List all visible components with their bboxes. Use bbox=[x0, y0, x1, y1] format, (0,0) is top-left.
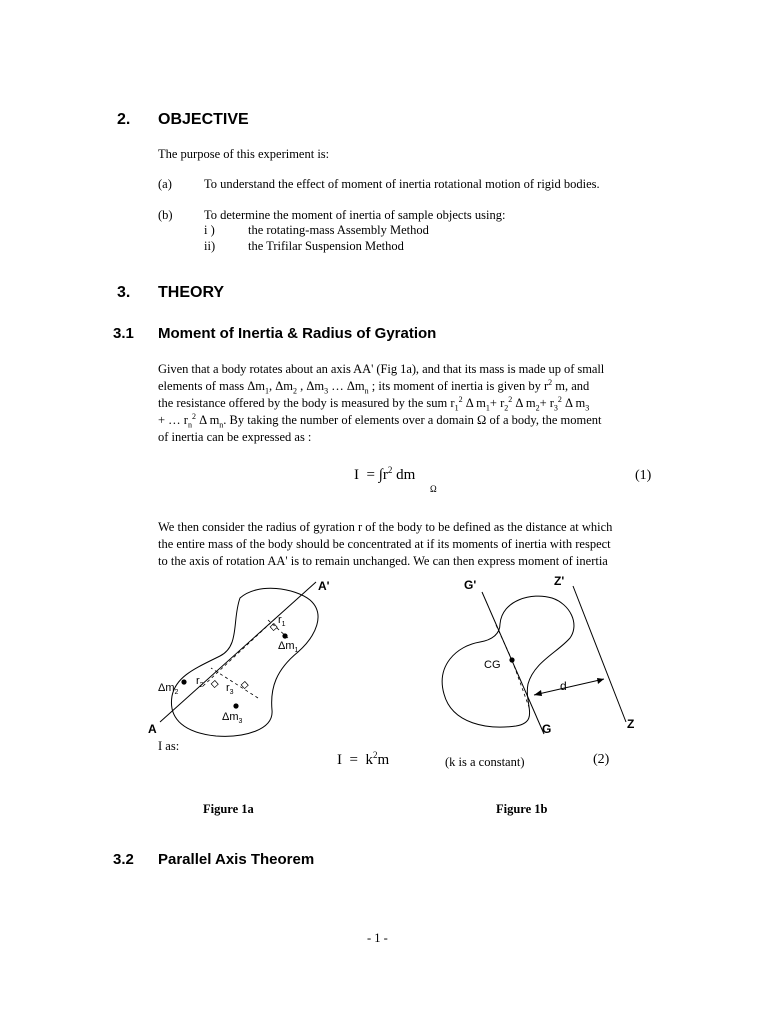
label-d: d bbox=[560, 679, 567, 693]
section-3-1-number: 3.1 bbox=[113, 325, 134, 342]
label-r1: $r_1$ bbox=[278, 614, 286, 628]
item-a-label: (a) bbox=[158, 177, 172, 191]
label-dm1: $\Delta m_1$ bbox=[278, 640, 299, 654]
section-3-2-title: Parallel Axis Theorem bbox=[158, 851, 315, 868]
section-2-title: OBJECTIVE bbox=[158, 111, 249, 128]
figure-1a-body-outline bbox=[171, 588, 318, 736]
label-cg: CG bbox=[484, 659, 501, 671]
axis-aa-line bbox=[160, 582, 316, 722]
page-number: - 1 - bbox=[367, 931, 388, 945]
item-a-text: To understand the effect of moment of inertia rotational motion of rigid bodies. bbox=[204, 177, 600, 191]
item-b-text: To determine the moment of inertia of sample objects using: bbox=[204, 208, 506, 222]
center-of-gravity-dot bbox=[509, 657, 514, 662]
label-dm3: $\Delta m_3$ bbox=[222, 711, 243, 725]
item-b-label: (b) bbox=[158, 208, 173, 222]
para1-line: Given that a body rotates about an axis AA' (Fig 1a), and that its mass is made up of small bbox=[158, 362, 605, 376]
label-g: G bbox=[542, 722, 552, 736]
para1-line: + … $r_n^2$ Δ $m_n$. By taking the number of elements over a domain Ω of a body, the moment bbox=[158, 411, 602, 430]
section-2-number: 2. bbox=[117, 111, 131, 128]
distance-arrowhead bbox=[534, 690, 542, 696]
equation-2-number: (2) bbox=[593, 752, 610, 767]
distance-arrowhead bbox=[597, 678, 604, 684]
cg-dashed-line bbox=[512, 660, 530, 710]
section-3-number: 3. bbox=[117, 284, 131, 301]
paragraph-radius-of-gyration bbox=[158, 519, 655, 570]
label-dm2: $\Delta m_2$ bbox=[158, 682, 179, 696]
axis-zz-line bbox=[573, 586, 626, 722]
label-z-prime: Z' bbox=[554, 574, 565, 588]
para1-line: of inertia can be expressed as : bbox=[158, 430, 312, 444]
figure-1a-diagram bbox=[140, 570, 360, 740]
equation-2-note: (k is a constant) bbox=[445, 755, 525, 769]
label-r3: $r_3$ bbox=[226, 682, 234, 696]
mass-element-dot bbox=[181, 679, 186, 684]
sub-item-i-text: the rotating-mass Assembly Method bbox=[248, 223, 429, 237]
mass-element-dot bbox=[282, 633, 287, 638]
figure-1a-caption: Figure 1a bbox=[203, 802, 254, 816]
section-3-2-number: 3.2 bbox=[113, 851, 134, 868]
right-angle-marker bbox=[270, 624, 277, 631]
equation-1: $I = \int r^2$ dm bbox=[354, 465, 416, 483]
equation-1-domain: Ω bbox=[430, 484, 437, 494]
para2-line: We then consider the radius of gyration r of the body to be defined as the distance at which bbox=[158, 520, 613, 534]
section-3-title: THEORY bbox=[158, 284, 225, 301]
para2-line: to the axis of rotation AA' is to remain unchanged. We can then express moment of inertia bbox=[158, 554, 608, 568]
sub-item-i-label: i ) bbox=[204, 223, 215, 237]
distance-d-line bbox=[534, 679, 604, 695]
objective-intro: The purpose of this experiment is: bbox=[158, 147, 330, 161]
figure-1b-diagram bbox=[430, 570, 650, 740]
section-3-1-title: Moment of Inertia & Radius of Gyration bbox=[158, 325, 437, 342]
label-z: Z bbox=[627, 717, 635, 731]
equation-2: $I = k^2m$ bbox=[337, 750, 390, 768]
figure-1b-caption: Figure 1b bbox=[496, 802, 548, 816]
paragraph-moment-of-inertia bbox=[158, 361, 655, 446]
right-angle-marker bbox=[211, 681, 218, 688]
label-r2: $r_2$ bbox=[196, 675, 204, 689]
label-a-prime: A' bbox=[318, 579, 330, 593]
mass-element-dot bbox=[233, 703, 238, 708]
sub-item-ii-label: ii) bbox=[204, 239, 216, 253]
para2-line: the entire mass of the body should be concentrated at if its moments of inertia with respect bbox=[158, 537, 611, 551]
label-g-prime: G' bbox=[464, 578, 477, 592]
para1-line: elements of mass $\Delta m_1$, $\Delta m_2$ , $\Delta m_3$ … $\Delta m_n$ ; its moment of inertia is given by $r^2$ m, and bbox=[158, 377, 590, 396]
para1-line: the resistance offered by the body is measured by the sum $r_1^2$ Δ $m_1+ r_2^2$ Δ $m_2+ r_3^2$ Δ $m_3$ bbox=[158, 394, 590, 413]
sub-item-ii-text: the Trifilar Suspension Method bbox=[248, 239, 404, 253]
para2-line: I as: bbox=[158, 739, 180, 753]
figure-1b-body-outline bbox=[442, 596, 574, 727]
equation-1-number: (1) bbox=[635, 468, 652, 483]
label-a: A bbox=[148, 722, 157, 736]
